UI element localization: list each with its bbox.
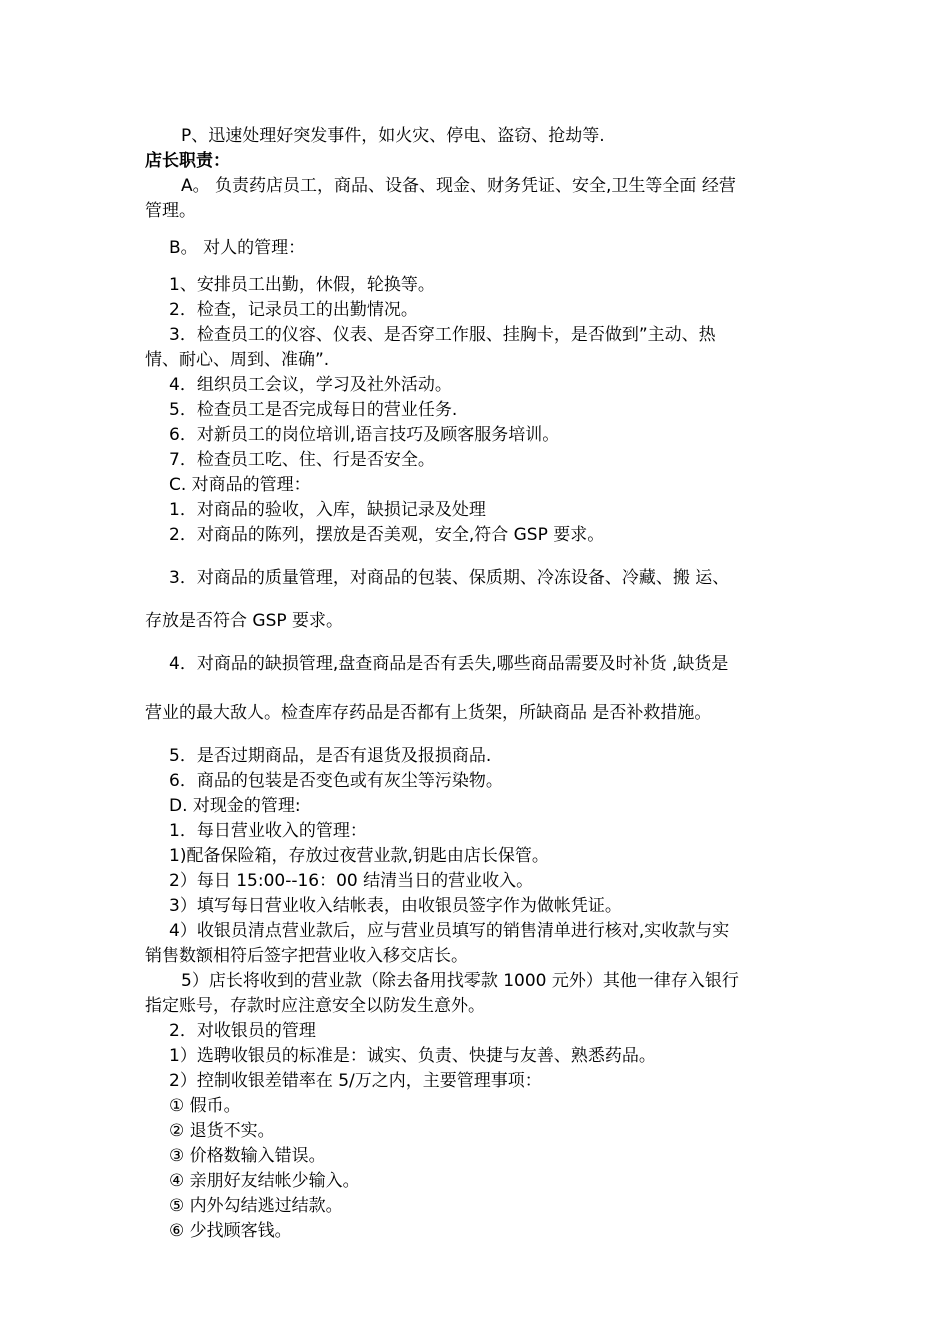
list-item: 1．每日营业收入的管理： xyxy=(169,821,367,841)
section-b: B。 对人的管理： xyxy=(169,238,306,258)
list-item: 1)配备保险箱，存放过夜营业款,钥匙由店长保管。 xyxy=(169,846,549,866)
list-item: 2．检查，记录员工的出勤情况。 xyxy=(169,300,418,320)
list-item: ② 退货不实。 xyxy=(169,1121,275,1141)
item-p: P、迅速处理好突发事件，如火灾、停电、盗窃、抢劫等. xyxy=(181,126,605,146)
section-heading-manager-duties: 店长职责： xyxy=(145,151,230,171)
list-item: 5．检查员工是否完成每日的营业任务. xyxy=(169,400,458,420)
list-item: ⑥ 少找顾客钱。 xyxy=(169,1221,292,1241)
list-item: ⑤ 内外勾结逃过结款。 xyxy=(169,1196,343,1216)
list-item: 4．对商品的缺损管理,盘查商品是否有丢失,哪些商品需要及时补货 ,缺货是 xyxy=(169,654,729,674)
list-item: 3．对商品的质量管理，对商品的包装、保质期、冷冻设备、冷藏、搬 运、 xyxy=(169,568,730,588)
list-item: ③ 价格数输入错误。 xyxy=(169,1146,326,1166)
section-c: C. 对商品的管理： xyxy=(169,475,311,495)
list-item-continued: 销售数额相符后签字把营业收入移交店长。 xyxy=(145,946,468,966)
list-item: 6．对新员工的岗位培训,语言技巧及顾客服务培训。 xyxy=(169,425,560,445)
list-item: 3）填写每日营业收入结帐表，由收银员签字作为做帐凭证。 xyxy=(169,896,622,916)
list-item: 6．商品的包装是否变色或有灰尘等污染物。 xyxy=(169,771,503,791)
list-item: 2）控制收银差错率在 5/万之内，主要管理事项： xyxy=(169,1071,542,1091)
list-item: 3．检查员工的仪容、仪表、是否穿工作服、挂胸卡，是否做到”主动、热 xyxy=(169,325,716,345)
list-item: 4．组织员工会议，学习及社外活动。 xyxy=(169,375,452,395)
list-item: 1）选聘收银员的标准是：诚实、负责、快捷与友善、熟悉药品。 xyxy=(169,1046,656,1066)
list-item-continued: 指定账号，存款时应注意安全以防发生意外。 xyxy=(145,996,485,1016)
list-item: 7．检查员工吃、住、行是否安全。 xyxy=(169,450,435,470)
list-item: ④ 亲朋好友结帐少输入。 xyxy=(169,1171,360,1191)
para-a-line1: A。 负责药店员工，商品、设备、现金、财务凭证、安全,卫生等全面 经营 xyxy=(181,176,736,196)
list-item: 2．对商品的陈列，摆放是否美观，安全,符合 GSP 要求。 xyxy=(169,525,605,545)
list-item-continued: 存放是否符合 GSP 要求。 xyxy=(145,611,344,631)
list-item: 1、安排员工出勤，休假，轮换等。 xyxy=(169,275,435,295)
list-item: 2）每日 15:00--16：00 结清当日的营业收入。 xyxy=(169,871,534,891)
list-item: ① 假币。 xyxy=(169,1096,241,1116)
list-item: 4）收银员清点营业款后，应与营业员填写的销售清单进行核对,实收款与实 xyxy=(169,921,730,941)
list-item: 1．对商品的验收，入库，缺损记录及处理 xyxy=(169,500,486,520)
section-d: D. 对现金的管理: xyxy=(169,796,301,816)
list-item: 5）店长将收到的营业款（除去备用找零款 1000 元外）其他一律存入银行 xyxy=(181,971,739,991)
list-item: 5．是否过期商品，是否有退货及报损商品. xyxy=(169,746,492,766)
list-item: 2．对收银员的管理 xyxy=(169,1021,316,1041)
para-a-line2: 管理。 xyxy=(145,201,196,221)
list-item-continued: 营业的最大敌人。检查库存药品是否都有上货架，所缺商品 是否补救措施。 xyxy=(145,703,712,723)
list-item-continued: 情、耐心、周到、准确”. xyxy=(145,350,330,370)
document-page xyxy=(145,124,810,1244)
